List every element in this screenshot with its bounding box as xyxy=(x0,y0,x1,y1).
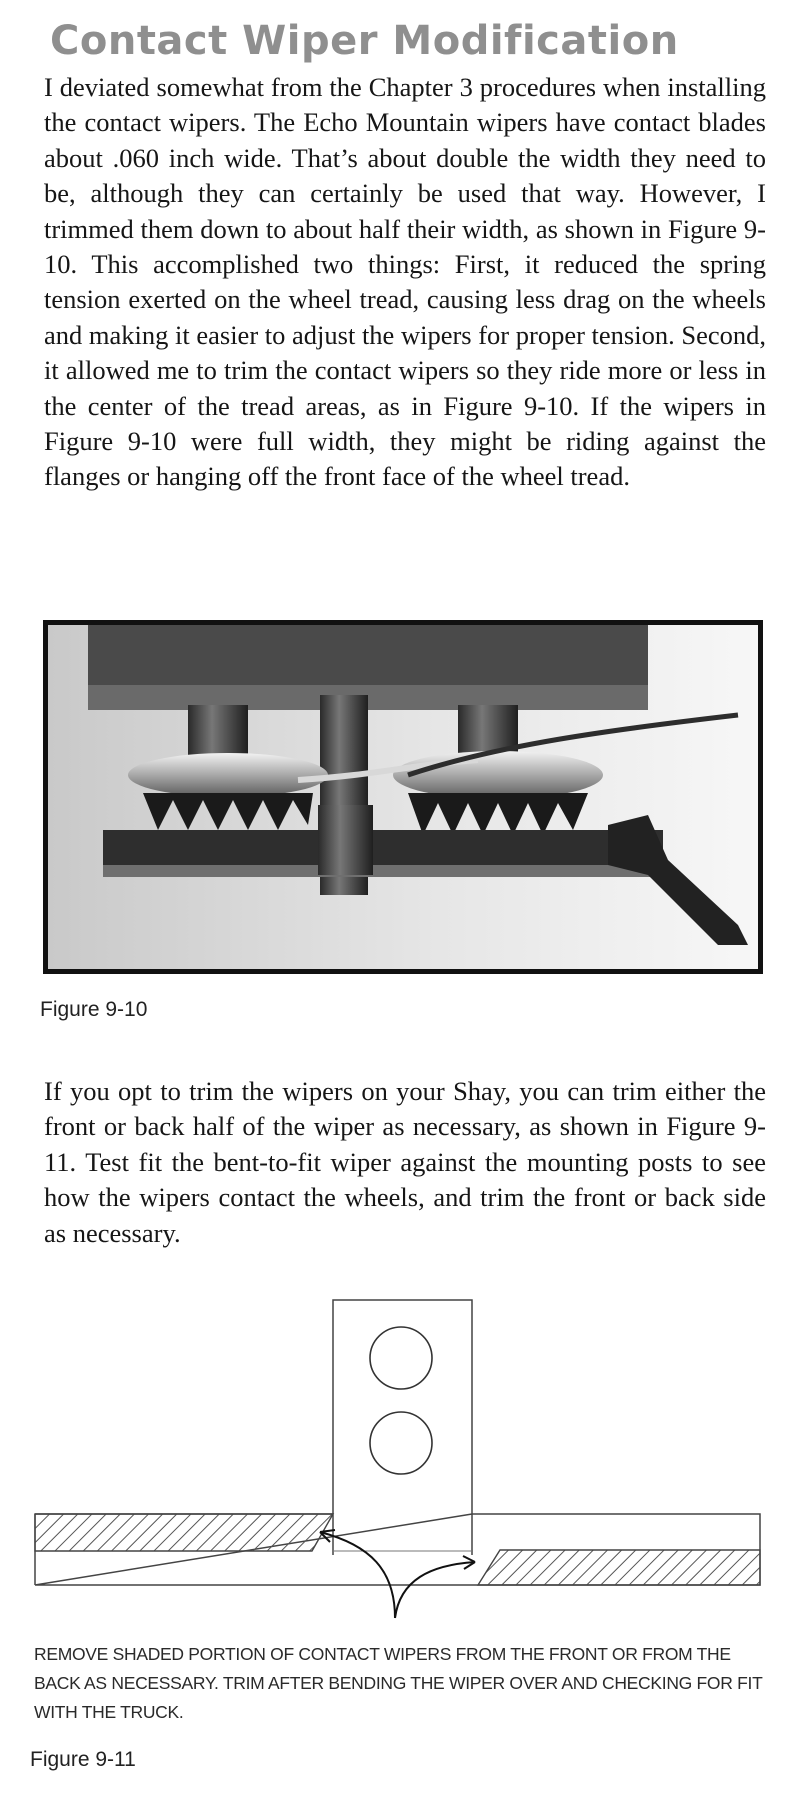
figure-9-10-caption: Figure 9-10 xyxy=(40,998,148,1021)
figure-9-11-diagram xyxy=(0,1280,800,1620)
figure-9-10-photo xyxy=(43,620,763,974)
section-heading: Contact Wiper Modification xyxy=(50,18,679,64)
body-paragraph-2: If you opt to trim the wipers on your Shay, you can trim either the front or back half of the wiper as necessary, as shown in Figure 9-11. Test fit the bent-to-fit wiper against the mounting posts to see how the wipers contact the wheels, and trim the front or back side as necessary. xyxy=(44,1076,766,1248)
figure-9-11-note: REMOVE SHADED PORTION OF CONTACT WIPERS FROM THE FRONT OR FROM THE BACK AS NECESSARY. TRIM AFTER BENDING THE WIPER OVER AND CHECKING FOR FIT WITH THE TRUCK. xyxy=(34,1644,763,1722)
body-paragraph-1: I deviated somewhat from the Chapter 3 procedures when installing the contact wipers. The Echo Mountain wipers have contact blades about .060 inch wide. That’s about double the width they need to be, although they can certainly be used that way. However, I trimmed them down to about half their width, as shown in Figure 9-10. This accomplished two things: First, it reduced the spring tension exerted on the wheel tread, causing less drag on the wheels and making it easier to adjust the wipers for proper tension. Second, it allowed me to trim the contact wipers so they ride more or less in the center of the tread areas, as in Figure 9-10. If the wipers in Figure 9-10 were full width, they might be riding against the flanges or hanging off the front face of the wheel tread. xyxy=(44,72,766,492)
figure-9-11-caption: Figure 9-11 xyxy=(30,1748,136,1771)
